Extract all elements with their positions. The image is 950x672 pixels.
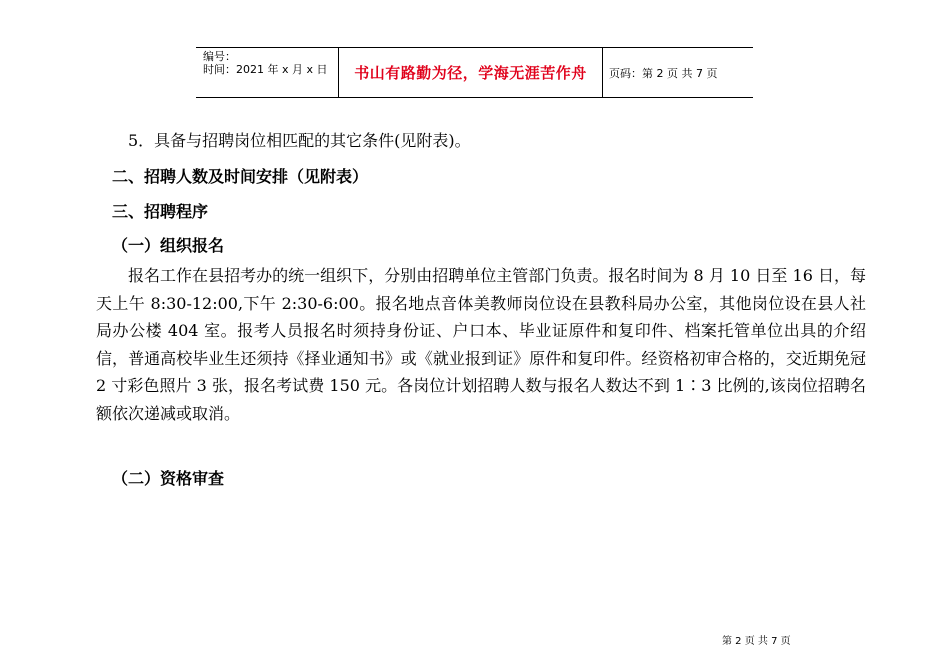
header-meta [196, 48, 338, 97]
item-5: 5．具备与招聘岗位相匹配的其它条件(见附表)。 [128, 131, 471, 150]
section-2-heading: 二、招聘人数及时间安排（见附表） [112, 167, 369, 186]
subsection-2-heading: （二）资格审查 [112, 469, 225, 488]
time-label: 时间：2021 年 x 月 x 日 [203, 63, 328, 76]
page-header [196, 47, 753, 98]
header-motto-cell [338, 48, 603, 97]
page-footer: 第 2 页 共 7 页 [722, 636, 791, 647]
number-label: 编号： [203, 50, 236, 63]
subsection-1-heading: （一）组织报名 [112, 236, 225, 255]
motto-text: 书山有路勤为径，学海无涯苦作舟 [354, 64, 587, 82]
registration-paragraph: 报名工作在县招考办的统一组织下，分别由招聘单位主管部门负责。报名时间为 8 月 10 日至 16 日，每天上午 8:30-12:00,下午 2:30-6:00。报名地点音体美教师岗位设在县教科局办公室，其他岗位设在县人社局办公楼 404 室。报考人员报名时须持身份证、户口本、毕业证原件和复印件、档案托管单位出具的介绍信，普通高校毕业生还须持《择业通知书》或《就业报到证》原件和复印件。经资格初审合格的，交近期免冠 2 寸彩色照片 3 张，报名考试费 150 元。各岗位计划招聘人数与报名人数达不到 1∶3 比例的,该岗位招聘名额依次递减或取消。 [96, 266, 866, 423]
header-page-cell [603, 48, 753, 97]
page-label: 页码：第 2 页 共 7 页 [609, 66, 718, 80]
section-3-heading: 三、招聘程序 [112, 202, 209, 221]
